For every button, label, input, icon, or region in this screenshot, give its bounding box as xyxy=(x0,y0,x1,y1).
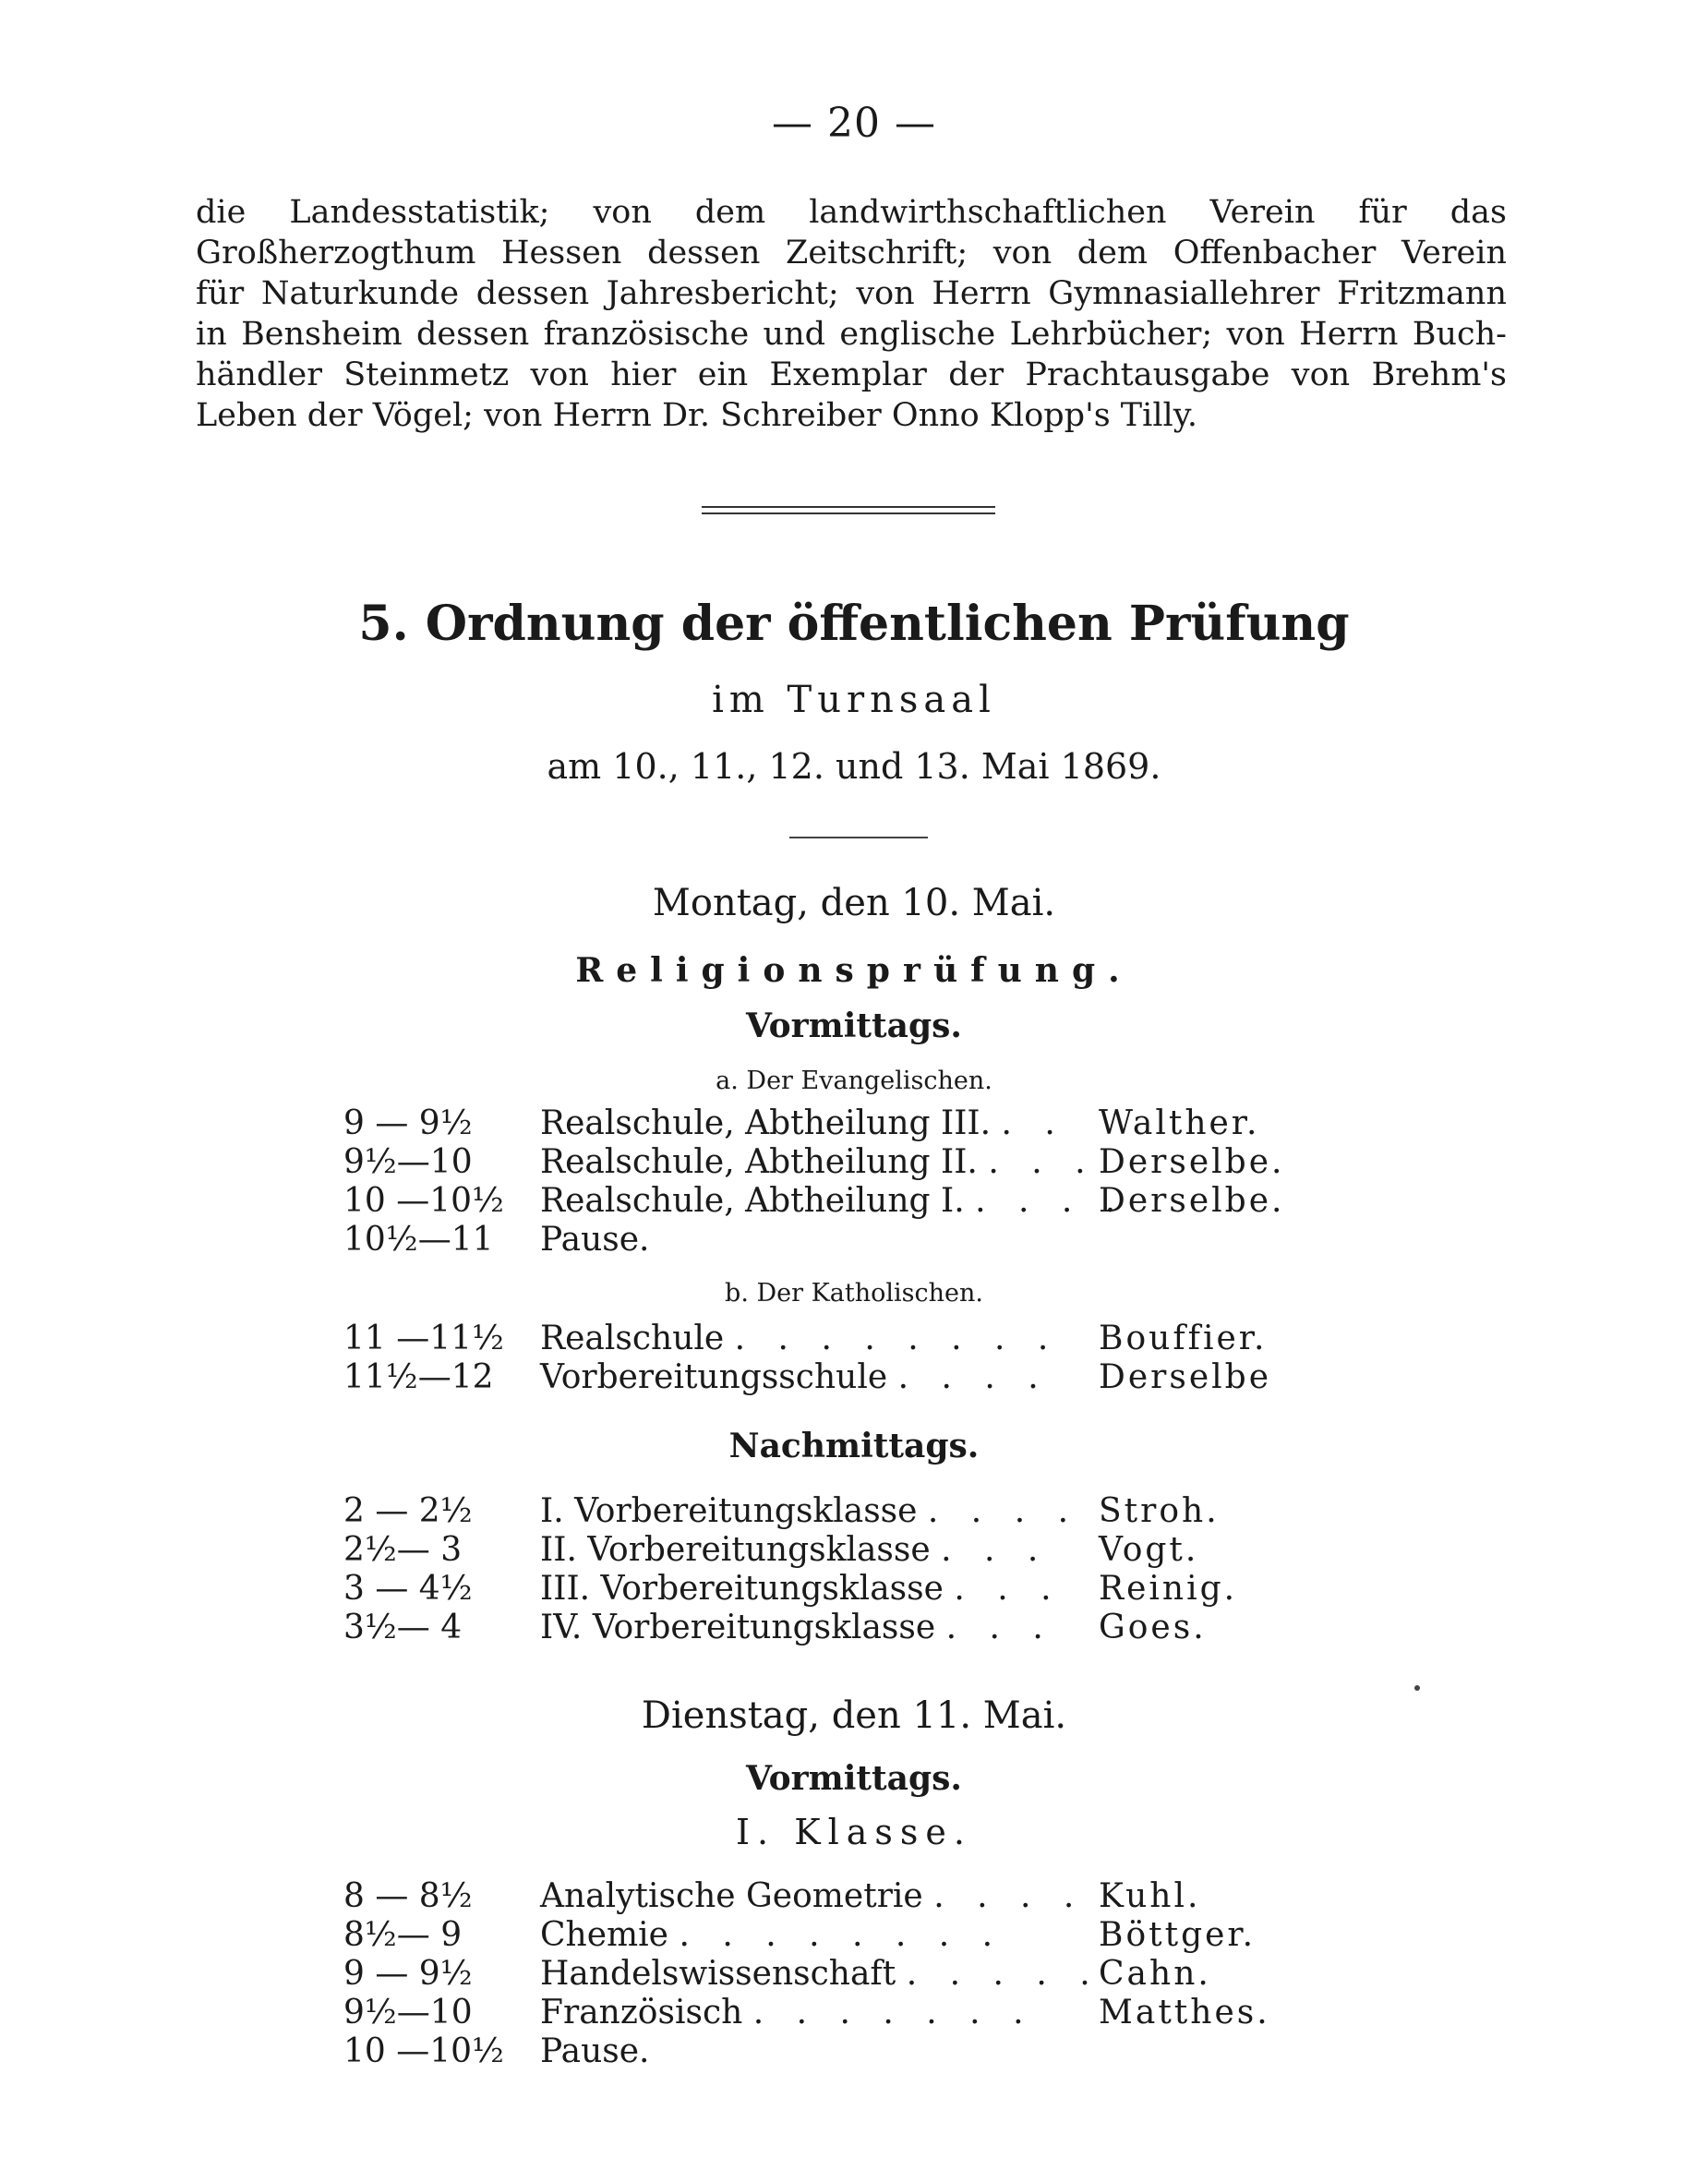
group-heading-catholic: b. Der Katholischen. xyxy=(725,1279,983,1308)
teacher-cell: Stroh. xyxy=(1099,1492,1220,1530)
table-row xyxy=(0,1142,1708,1183)
subject-cell: Analytische Geometrie . . . . xyxy=(540,1877,1086,1915)
time-cell: 3½— 4 xyxy=(343,1609,463,1646)
table-row xyxy=(0,1319,1708,1359)
table-row xyxy=(0,1181,1708,1222)
intro-line: Leben der Vögel; von Herrn Dr. Schreiber Onno Klopp's Tilly. xyxy=(196,397,1197,434)
subject-cell: Realschule, Abtheilung II. . . . xyxy=(540,1143,1097,1181)
subject-cell: IV. Vorbereitungsklasse . . . xyxy=(540,1609,1054,1646)
time-cell: 2 — 2½ xyxy=(343,1492,473,1530)
intro-line: in Bensheim dessen französische und englische Lehrbücher; von Herrn Buch- xyxy=(196,316,1507,353)
subject-cell: Pause. xyxy=(540,2032,650,2070)
table-row xyxy=(0,1993,1708,2033)
teacher-cell: Bouffier. xyxy=(1099,1320,1268,1357)
table-row xyxy=(0,1103,1708,1144)
intro-line: für Naturkunde dessen Jahresbericht; von Herrn Gymnasiallehrer Fritzmann xyxy=(196,275,1507,312)
subject-cell: Realschule, Abtheilung III. . . xyxy=(540,1104,1066,1142)
time-cell: 9½—10 xyxy=(343,1143,473,1181)
section-date: am 10., 11., 12. und 13. Mai 1869. xyxy=(547,746,1161,787)
time-cell: 9½—10 xyxy=(343,1994,473,2031)
subject-heading: Religionsprüfung. xyxy=(575,951,1133,990)
intro-paragraph xyxy=(196,192,1507,436)
subject-cell: III. Vorbereitungsklasse . . . xyxy=(540,1570,1063,1608)
day-heading-tuesday: Dienstag, den 11. Mai. xyxy=(641,1694,1067,1737)
table-row xyxy=(0,1220,1708,1260)
subject-cell: II. Vorbereitungsklasse . . . xyxy=(540,1531,1050,1569)
intro-line: Großherzogthum Hessen dessen Zeitschrift; von dem Offenbacher Verein xyxy=(196,235,1507,271)
teacher-cell: Reinig. xyxy=(1099,1570,1238,1608)
time-cell: 11 —11½ xyxy=(343,1320,504,1357)
table-row xyxy=(0,2031,1708,2072)
time-cell: 11½—12 xyxy=(343,1358,494,1396)
time-cell: 3 — 4½ xyxy=(343,1570,473,1608)
table-row xyxy=(0,1491,1708,1532)
time-cell: 2½— 3 xyxy=(343,1531,463,1569)
teacher-cell: Cahn. xyxy=(1099,1955,1211,1993)
subject-cell: Französisch . . . . . . . xyxy=(540,1994,1035,2031)
table-row xyxy=(0,1915,1708,1956)
subject-cell: Realschule, Abtheilung I. . . . . xyxy=(540,1182,1127,1220)
time-cell: 10 —10½ xyxy=(343,2032,504,2070)
print-speck xyxy=(1414,1685,1420,1691)
intro-line: die Landesstatistik; von dem landwirthschaftlichen Verein für das xyxy=(196,194,1507,231)
table-row xyxy=(0,1608,1708,1648)
time-cell: 9 — 9½ xyxy=(343,1104,473,1142)
table-row xyxy=(0,1357,1708,1398)
teacher-cell: Derselbe xyxy=(1099,1358,1272,1396)
subject-cell: Handelswissenschaft . . . . . xyxy=(540,1955,1101,1993)
table-row xyxy=(0,1569,1708,1609)
teacher-cell: Goes. xyxy=(1099,1609,1207,1646)
time-cell: 8 — 8½ xyxy=(343,1877,473,1915)
subject-cell: Chemie . . . . . . . . xyxy=(540,1916,1004,1954)
teacher-cell: Böttger. xyxy=(1099,1916,1257,1954)
intro-line: händler Steinmetz von hier ein Exemplar der Prachtausgabe von Brehm's xyxy=(196,356,1507,393)
class-heading: I. Klasse. xyxy=(736,1812,972,1852)
teacher-cell: Walther. xyxy=(1099,1104,1260,1142)
period-heading-afternoon: Nachmittags. xyxy=(728,1427,980,1465)
period-heading-morning: Vormittags. xyxy=(746,1007,962,1045)
section-subtitle: im Turnsaal xyxy=(712,679,996,721)
teacher-cell: Vogt. xyxy=(1099,1531,1199,1569)
subject-cell: Vorbereitungsschule . . . . xyxy=(540,1358,1050,1396)
time-cell: 10½—11 xyxy=(343,1221,494,1259)
teacher-cell: Derselbe. xyxy=(1099,1143,1285,1181)
double-rule-divider xyxy=(702,506,995,514)
subject-cell: Realschule . . . . . . . . xyxy=(540,1320,1060,1357)
subject-cell: I. Vorbereitungsklasse . . . . xyxy=(540,1492,1080,1530)
teacher-cell: Matthes. xyxy=(1099,1994,1270,2031)
day-heading-monday: Montag, den 10. Mai. xyxy=(652,882,1056,924)
subject-cell: Pause. xyxy=(540,1221,650,1259)
time-cell: 9 — 9½ xyxy=(343,1955,473,1993)
teacher-cell: Kuhl. xyxy=(1099,1877,1201,1915)
rule-divider xyxy=(789,837,928,838)
table-row xyxy=(0,1530,1708,1571)
period-heading-morning: Vormittags. xyxy=(746,1759,962,1798)
table-row xyxy=(0,1954,1708,1995)
table-row xyxy=(0,1876,1708,1917)
page-number: — 20 — xyxy=(772,100,936,147)
teacher-cell: Derselbe. xyxy=(1099,1182,1285,1220)
time-cell: 8½— 9 xyxy=(343,1916,463,1954)
section-title: 5. Ordnung der öffentlichen Prüfung xyxy=(358,596,1350,652)
group-heading-evangelical: a. Der Evangelischen. xyxy=(716,1067,992,1095)
time-cell: 10 —10½ xyxy=(343,1182,504,1220)
